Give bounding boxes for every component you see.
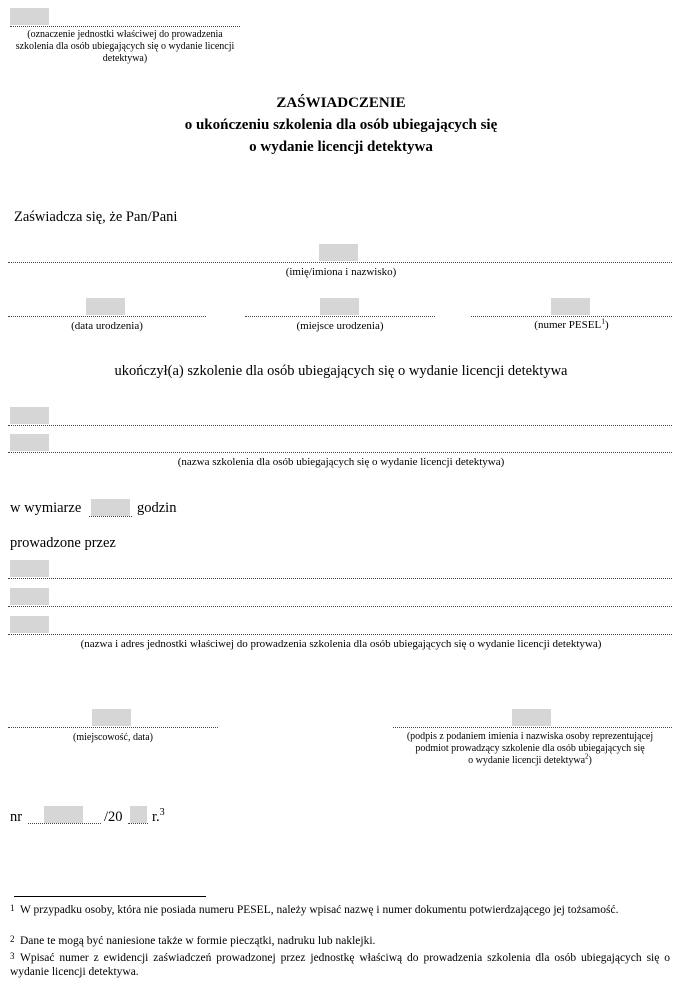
signature-line bbox=[393, 727, 672, 728]
footnote-separator bbox=[14, 896, 206, 897]
year-line bbox=[128, 823, 148, 824]
training-name-line-1 bbox=[8, 425, 672, 426]
birth-date-line bbox=[8, 316, 206, 317]
document-subtitle-line1: o ukończeniu szkolenia dla osób ubiegających się bbox=[184, 117, 498, 133]
hours-suffix: godzin bbox=[137, 500, 177, 516]
issuer-name-field-3[interactable] bbox=[10, 616, 49, 633]
registry-footnote-ref: 3 bbox=[159, 807, 165, 819]
document-subtitle-line2: o wydanie licencji detektywa bbox=[249, 139, 433, 155]
birth-date-caption: (data urodzenia) bbox=[71, 320, 143, 332]
hours-prefix: w wymiarze bbox=[10, 500, 82, 516]
issuer-name-line-3 bbox=[8, 634, 672, 635]
birth-place-line bbox=[245, 316, 435, 317]
registry-number-line bbox=[28, 823, 101, 824]
footnote-2: 2 Dane te mogą być naniesione także w formie pieczątki, nadruku lub naklejki. bbox=[10, 934, 376, 947]
birth-place-field[interactable] bbox=[320, 298, 359, 315]
certify-intro: Zaświadcza się, że Pan/Pani bbox=[14, 209, 178, 225]
full-name-caption: (imię/imiona i nazwisko) bbox=[285, 266, 397, 278]
issuer-stamp-line bbox=[10, 26, 240, 27]
place-date-field[interactable] bbox=[92, 709, 131, 726]
year-field[interactable] bbox=[130, 806, 147, 823]
hours-line bbox=[89, 516, 132, 517]
training-name-field-1[interactable] bbox=[10, 407, 49, 424]
footnote-3: 3 Wpisać numer z ewidencji zaświadczeń prowadzonej przez jednostkę właściwą do prowadzenia szkolenia dla osób ubiegających się o wydanie licencji detektywa. bbox=[10, 951, 670, 978]
training-name-caption: (nazwa szkolenia dla osób ubiegających się o wydanie licencji detektywa) bbox=[177, 456, 505, 468]
issuer-name-line-2 bbox=[8, 606, 672, 607]
hours-field[interactable] bbox=[91, 499, 130, 516]
issuer-name-field-2[interactable] bbox=[10, 588, 49, 605]
nr-label: nr bbox=[10, 809, 23, 825]
place-date-line bbox=[8, 727, 218, 728]
issuer-stamp-field[interactable] bbox=[10, 8, 49, 25]
pesel-field[interactable] bbox=[551, 298, 590, 315]
issuer-name-field-1[interactable] bbox=[10, 560, 49, 577]
issuer-name-line-1 bbox=[8, 578, 672, 579]
completed-training-text: ukończył(a) szkolenie dla osób ubiegających się o wydanie licencji detektywa bbox=[114, 363, 568, 379]
place-date-caption: (miejscowość, data) bbox=[73, 732, 153, 743]
signature-caption: (podpis z podaniem imienia i nazwiska osoby reprezentującej podmiot prowadzący szkolenie dla osób ubiegających się o wydanie licencji detektywa$^2$) bbox=[406, 731, 654, 766]
footnote-1: 1 W przypadku osoby, która nie posiada numeru PESEL, należy wpisać nazwę i numer dokumentu potwierdzającego jej tożsamość. bbox=[10, 903, 619, 916]
training-name-line-2 bbox=[8, 452, 672, 453]
document-title: ZAŚWIADCZENIE bbox=[276, 95, 406, 111]
signature-field[interactable] bbox=[512, 709, 551, 726]
signature-footnote-ref: 2 bbox=[585, 752, 589, 761]
issuer-caption: (oznaczenie jednostki właściwej do prowadzenia szkolenia dla osób ubiegających się o wydanie licencji detektywa) bbox=[15, 29, 235, 64]
year-suffix: r.$^3$ bbox=[152, 807, 165, 825]
full-name-line bbox=[8, 262, 672, 263]
birth-date-field[interactable] bbox=[86, 298, 125, 315]
birth-place-caption: (miejsce urodzenia) bbox=[296, 320, 384, 332]
full-name-field[interactable] bbox=[319, 244, 358, 261]
training-name-field-2[interactable] bbox=[10, 434, 49, 451]
issuer-name-caption: (nazwa i adres jednostki właściwej do prowadzenia szkolenia dla osób ubiegających się o wydanie licencji detektywa) bbox=[80, 638, 602, 650]
pesel-caption: (numer PESEL$^1$) bbox=[534, 316, 609, 331]
registry-number-field[interactable] bbox=[44, 806, 83, 823]
pesel-footnote-ref: 1 bbox=[601, 316, 606, 326]
pesel-line bbox=[471, 316, 672, 317]
conducted-by-label: prowadzone przez bbox=[10, 535, 116, 551]
year-prefix: /20 bbox=[104, 809, 123, 825]
